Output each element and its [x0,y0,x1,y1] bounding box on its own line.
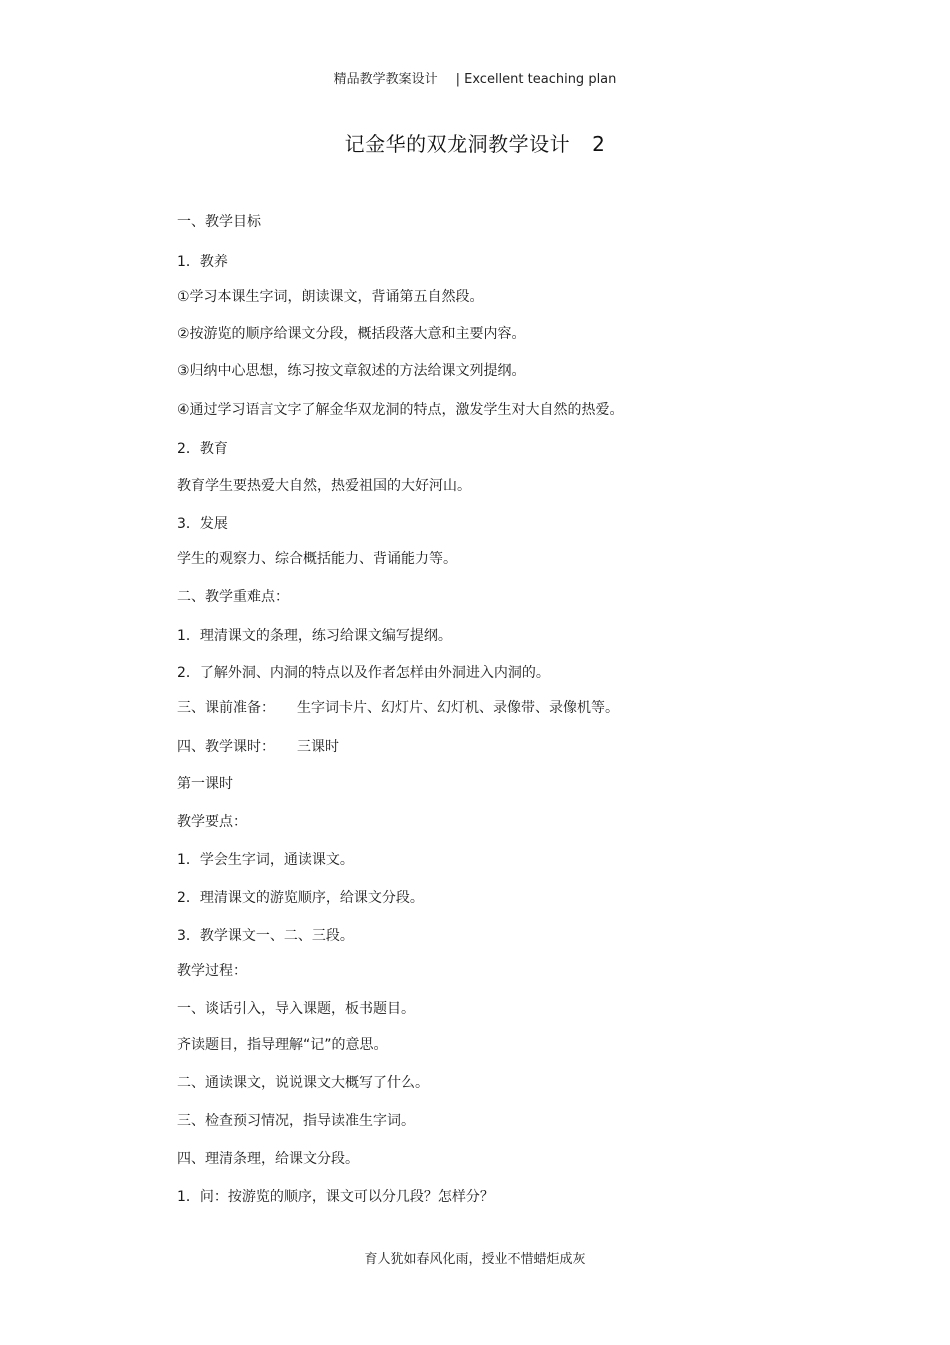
step-item: 二、通读课文，说说课文大概写了什么。 [177,1075,429,1091]
subheading-process: 教学过程： [177,963,247,979]
step-item: 三、检查预习情况，指导读准生字词。 [177,1113,415,1129]
objective-item: ②按游览的顺序给课文分段，概括段落大意和主要内容。 [177,326,526,342]
periods-label: 四、教学课时： [177,739,275,755]
page-footer: 育人犹如春风化雨，授业不惜蜡炬成灰 [364,1252,586,1267]
step-item: 四、理清条理，给课文分段。 [177,1151,359,1167]
document-title-number: 2 [592,132,606,156]
section-heading-preparation [177,699,619,717]
list-item: 1．理清课文的条理，练习给课文编写提纲。 [177,628,452,644]
document-title-text: 记金华的双龙洞教学设计 [344,132,571,156]
section-heading-periods [177,738,339,756]
objective-item: ①学习本课生字词，朗读课文，背诵第五自然段。 [177,289,484,305]
objective-item: ③归纳中心思想，练习按文章叙述的方法给课文列提纲。 [177,363,526,379]
subheading-education: 2．教育 [177,441,228,457]
section-heading-key-points: 二、教学重难点： [177,589,289,605]
document-title [0,128,950,157]
step-item: 一、谈话引入，导入课题，板书题目。 [177,1001,415,1017]
subheading-key-points: 教学要点： [177,814,247,830]
question-item: 1．问：按游览的顺序，课文可以分几段？怎样分？ [177,1189,494,1205]
header-english-label: | Excellent teaching plan [455,72,617,87]
subheading-development: 3．发展 [177,516,228,532]
paragraph: 齐读题目，指导理解“记”的意思。 [177,1037,388,1053]
list-item: 3．教学课文一、二、三段。 [177,928,354,944]
page-header [0,68,950,87]
paragraph: 教育学生要热爱大自然，热爱祖国的大好河山。 [177,478,471,494]
preparation-label: 三、课前准备： [177,700,275,716]
subheading-cultivation: 1．教养 [177,254,228,270]
header-chinese-label: 精品教学教案设计 [333,72,438,87]
list-item: 2．了解外洞、内洞的特点以及作者怎样由外洞进入内洞的。 [177,665,550,681]
objective-item: ④通过学习语言文字了解金华双龙洞的特点，激发学生对大自然的热爱。 [177,402,624,418]
list-item: 2．理清课文的游览顺序，给课文分段。 [177,890,424,906]
periods-value: 三课时 [297,739,339,755]
lesson-heading: 第一课时 [177,776,233,792]
preparation-value: 生字词卡片、幻灯片、幻灯机、录像带、录像机等。 [297,700,619,716]
section-heading-objectives: 一、教学目标 [177,214,261,230]
paragraph: 学生的观察力、综合概括能力、背诵能力等。 [177,551,457,567]
list-item: 1．学会生字词，通读课文。 [177,852,354,868]
